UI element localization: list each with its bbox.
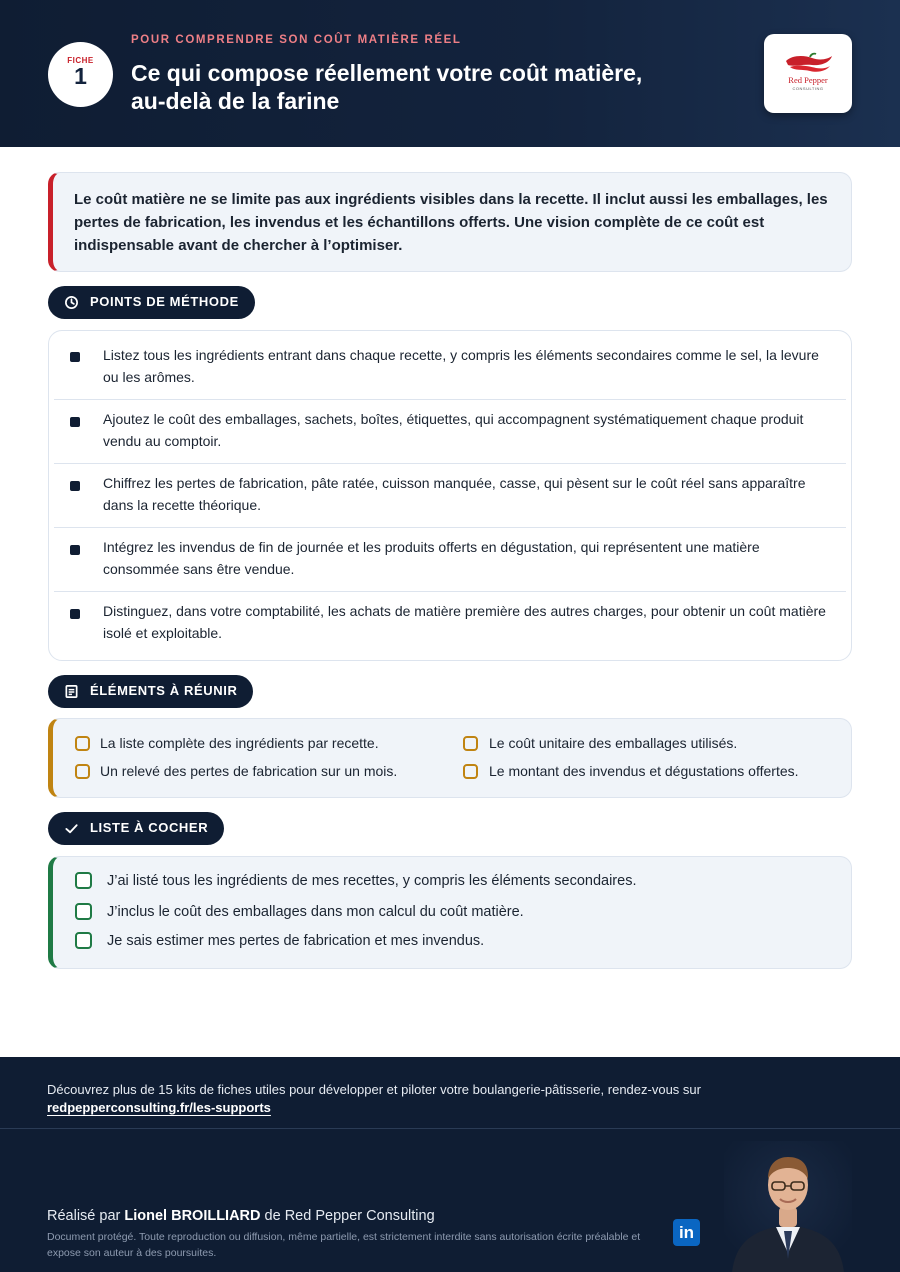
credit-name: Lionel BROILLIARD — [124, 1208, 261, 1224]
list-item — [54, 592, 846, 660]
clock-icon — [64, 295, 79, 310]
header-kicker: POUR COMPRENDRE SON COÛT MATIÈRE RÉEL — [131, 34, 462, 46]
credit-suffix: de Red Pepper Consulting — [264, 1208, 435, 1224]
checkbox-icon[interactable] — [75, 872, 92, 889]
section-pill-checklist — [48, 812, 224, 845]
bullet-icon — [70, 609, 80, 619]
brand-logo — [764, 34, 852, 113]
checkbox-icon[interactable] — [75, 932, 92, 949]
list-item — [54, 464, 846, 528]
checklist-item: Je sais estimer mes pertes de fabrication et mes invendus. — [107, 933, 485, 949]
method-text: Chiffrez les pertes de fabrication, pâte ratée, cuisson manquée, casse, qui pèsent sur le coût réel sans apparaître dans la recette théorique. — [103, 475, 806, 513]
document-icon — [64, 684, 79, 699]
fiche-label: FICHE — [67, 56, 94, 65]
footer-divider — [0, 1128, 900, 1129]
page-header — [0, 0, 900, 147]
author-portrait — [724, 1141, 852, 1272]
section-pill-method — [48, 286, 255, 319]
checklist-item: J’ai listé tous les ingrédients de mes recettes, y compris les éléments secondaires. — [107, 873, 637, 889]
section-title-elements: ÉLÉMENTS À RÉUNIR — [90, 683, 238, 698]
footer-link[interactable]: redpepperconsulting.fr/les-supports — [47, 1100, 271, 1115]
fiche-number: 1 — [74, 63, 87, 89]
checkbox-icon[interactable] — [463, 764, 478, 779]
bullet-icon — [70, 481, 80, 491]
check-icon — [64, 821, 79, 836]
element-item: Le montant des invendus et dégustations offertes. — [489, 763, 799, 779]
intro-text: Le coût matière ne se limite pas aux ingrédients visibles dans la recette. Il inclut aussi les emballages, les pertes de fabrication, les invendus et les échantillons offerts. Une vision complète de ce coût est indispensable avant de chercher à l’optimiser. — [74, 191, 828, 254]
bullet-icon — [70, 352, 80, 362]
intro-callout — [48, 172, 852, 272]
method-list — [48, 330, 852, 661]
elements-card — [48, 718, 852, 798]
element-item: La liste complète des ingrédients par recette. — [100, 735, 379, 751]
page-footer — [0, 1057, 900, 1272]
footer-promo — [47, 1081, 827, 1117]
checkbox-icon[interactable] — [75, 903, 92, 920]
list-item — [54, 331, 846, 400]
fiche-badge — [48, 42, 113, 107]
method-text: Ajoutez le coût des emballages, sachets, boîtes, étiquettes, qui accompagnent systématiquement chaque produit vendu au comptoir. — [103, 411, 804, 449]
element-item: Un relevé des pertes de fabrication sur un mois. — [100, 763, 398, 779]
section-title-method: POINTS DE MÉTHODE — [90, 294, 239, 309]
credit-prefix: Réalisé par — [47, 1208, 121, 1224]
footer-legal: Document protégé. Toute reproduction ou diffusion, même partielle, est strictement interdite sans autorisation écrite préalable et expose son auteur à des poursuites. — [47, 1231, 641, 1259]
checkbox-icon[interactable] — [75, 764, 90, 779]
method-text: Intégrez les invendus de fin de journée et les produits offerts en dégustation, qui représentent une matière consommée sans être vendue. — [103, 539, 760, 577]
method-text: Listez tous les ingrédients entrant dans chaque recette, y compris les éléments secondaires comme le sel, la levure ou les arômes. — [103, 347, 819, 385]
footer-promo-text: Découvrez plus de 15 kits de fiches utiles pour développer et piloter votre boulangerie-pâtisserie, rendez-vous sur — [47, 1082, 701, 1097]
logo-name: Red Pepper — [788, 75, 828, 85]
page-title: Ce qui compose réellement votre coût matière, au-delà de la farine — [131, 60, 643, 114]
section-pill-elements — [48, 675, 253, 708]
checkbox-icon[interactable] — [75, 736, 90, 751]
list-item — [54, 528, 846, 592]
checklist-item: J’inclus le coût des emballages dans mon calcul du coût matière. — [107, 904, 524, 920]
section-title-checklist: LISTE À COCHER — [90, 820, 209, 835]
bullet-icon — [70, 545, 80, 555]
red-pepper-logo-icon — [782, 52, 834, 74]
linkedin-icon[interactable]: in — [673, 1219, 700, 1246]
element-item: Le coût unitaire des emballages utilisés. — [489, 735, 738, 751]
logo-subtitle: CONSULTING — [792, 86, 824, 91]
bullet-icon — [70, 417, 80, 427]
checkbox-icon[interactable] — [463, 736, 478, 751]
checklist-card — [48, 856, 852, 969]
footer-credit — [47, 1208, 435, 1224]
list-item — [54, 400, 846, 464]
method-text: Distinguez, dans votre comptabilité, les achats de matière première des autres charges, pour obtenir un coût matière isolé et exploitable. — [103, 603, 826, 641]
